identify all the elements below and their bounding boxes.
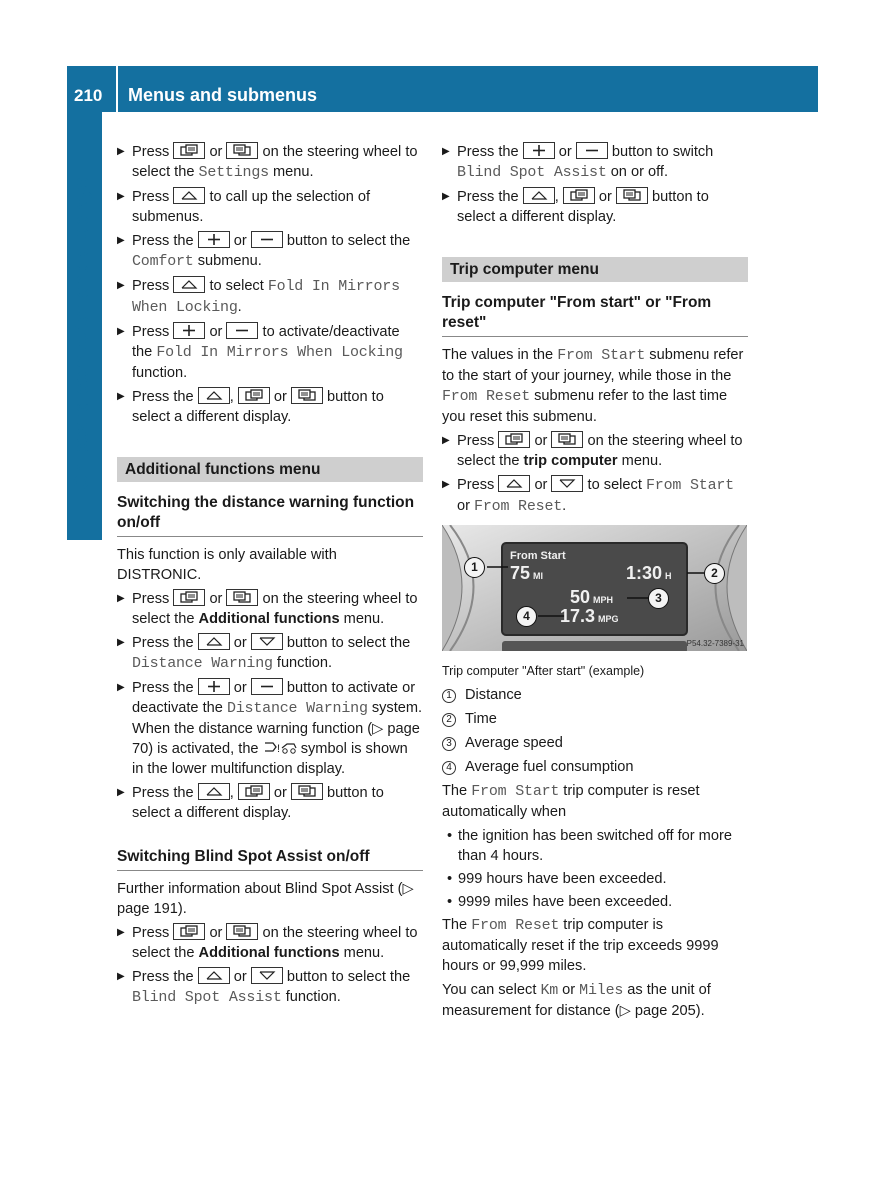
plus-icon	[198, 231, 230, 248]
up-icon	[173, 276, 205, 293]
up-icon	[198, 387, 230, 404]
callout-4: 4	[516, 606, 537, 627]
display-right-icon	[226, 142, 258, 159]
down-icon	[251, 633, 283, 650]
plus-icon	[173, 322, 205, 339]
display-title: From Start	[510, 550, 566, 562]
svg-text:!: !	[276, 743, 280, 755]
time-value: 1:30 H	[626, 563, 672, 583]
display-left-icon	[173, 589, 205, 606]
paragraph: Further information about Blind Spot Assist (▷ page 191).	[117, 881, 414, 917]
step: ▶ Press or to activate/deactivate the Fold In Mirrors When Locking function.	[117, 322, 423, 383]
up-icon	[198, 783, 230, 800]
minus-icon	[251, 231, 283, 248]
display-left-icon	[173, 923, 205, 940]
list-item: • 9999 miles have been exceeded.	[442, 892, 748, 912]
display-right-icon	[551, 431, 583, 448]
callout-1: 1	[464, 557, 485, 578]
step: ▶ Press the , or button to select a different display.	[117, 783, 423, 823]
step: ▶ Press or on the steering wheel to select the Additional functions menu.	[117, 589, 423, 629]
step: ▶ Press the or button to switch Blind Spot Assist on or off.	[442, 142, 748, 183]
section-heading: Trip computer menu	[442, 257, 748, 282]
page-title: Menus and submenus	[128, 85, 318, 105]
up-icon	[523, 187, 555, 204]
paragraph: This function is only available with DISTRONIC.	[117, 547, 337, 583]
display-left-icon	[238, 387, 270, 404]
subsection-heading: Switching the distance warning function on/off	[117, 493, 423, 537]
left-column	[117, 142, 423, 1012]
step: ▶ Press or to select From Start or From Reset.	[442, 475, 748, 517]
plus-icon	[523, 142, 555, 159]
paragraph: The From Start trip computer is reset automatically when	[442, 783, 700, 820]
subsection-heading: Trip computer "From start" or "From reset"	[442, 293, 748, 337]
plus-icon	[198, 678, 230, 695]
display-right-icon	[226, 589, 258, 606]
display-left-icon	[563, 187, 595, 204]
figure-code: P54.32-7389-31	[686, 639, 744, 648]
legend-item: 3 Average speed	[442, 733, 748, 753]
display-right-icon	[291, 387, 323, 404]
step: ▶ Press the , or button to select a different display.	[442, 187, 748, 227]
step: ▶ Press the or button to select the Distance Warning function.	[117, 633, 423, 674]
trip-computer-figure	[442, 525, 747, 651]
step: ▶ Press to call up the selection of submenus.	[117, 187, 423, 227]
display-left-icon	[173, 142, 205, 159]
up-icon	[198, 967, 230, 984]
step: ▶ Press or on the steering wheel to select the Settings menu.	[117, 142, 423, 183]
step: ▶ Press the or button to select the Comfort submenu.	[117, 231, 423, 272]
speed-value: 50 MPH	[570, 587, 614, 607]
right-column	[442, 142, 748, 1025]
display-right-icon	[226, 923, 258, 940]
legend-item: 4 Average fuel consumption	[442, 757, 748, 777]
step: ▶ Press or on the steering wheel to select the Additional functions menu.	[117, 923, 423, 963]
step: ▶ Press the or button to activate or deactivate the Distance Warning system. When the distance warning function (▷ page 70) is activated, the ! symbol is shown in the lower multifunction display.	[117, 678, 423, 779]
display-left-icon	[238, 783, 270, 800]
section-heading: Additional functions menu	[117, 457, 423, 482]
callout-2: 2	[704, 563, 725, 584]
display-right-icon	[616, 187, 648, 204]
up-icon	[198, 633, 230, 650]
callout-3: 3	[648, 588, 669, 609]
up-icon	[173, 187, 205, 204]
paragraph: The From Reset trip computer is automatically reset if the trip exceeds 9999 hours or 99,999 miles.	[442, 917, 719, 974]
up-icon	[498, 475, 530, 492]
legend-item: 1 Distance	[442, 685, 748, 705]
page-number: 210	[74, 86, 103, 105]
header-divider	[116, 66, 118, 112]
legend-item: 2 Time	[442, 709, 748, 729]
minus-icon	[576, 142, 608, 159]
display-left-icon	[498, 431, 530, 448]
down-icon	[251, 967, 283, 984]
paragraph: You can select Km or Miles as the unit of measurement for distance (▷ page 205).	[442, 982, 711, 1019]
chapter-title: On-board computer and displays	[71, 176, 93, 490]
list-item: • the ignition has been switched off for more than 4 hours.	[442, 826, 748, 866]
distance-warning-icon	[263, 739, 297, 756]
fuel-value: 17.3 MPG	[560, 606, 619, 626]
step: ▶ Press the or button to select the Blind Spot Assist function.	[117, 967, 423, 1008]
list-item: • 999 hours have been exceeded.	[442, 869, 748, 889]
step: ▶ Press or on the steering wheel to select the trip computer menu.	[442, 431, 748, 471]
figure-caption: Trip computer "After start" (example)	[442, 664, 645, 678]
paragraph: The values in the From Start submenu refer to the start of your journey, while those in the From Reset submenu refer to the last time you reset this submenu.	[442, 347, 744, 425]
minus-icon	[251, 678, 283, 695]
step: ▶ Press the , or button to select a different display.	[117, 387, 423, 427]
step: ▶ Press to select Fold In Mirrors When Locking.	[117, 276, 423, 318]
subsection-heading: Switching Blind Spot Assist on/off	[117, 847, 423, 871]
minus-icon	[226, 322, 258, 339]
distance-value: 75 MI	[510, 563, 544, 583]
down-icon	[551, 475, 583, 492]
display-right-icon	[291, 783, 323, 800]
